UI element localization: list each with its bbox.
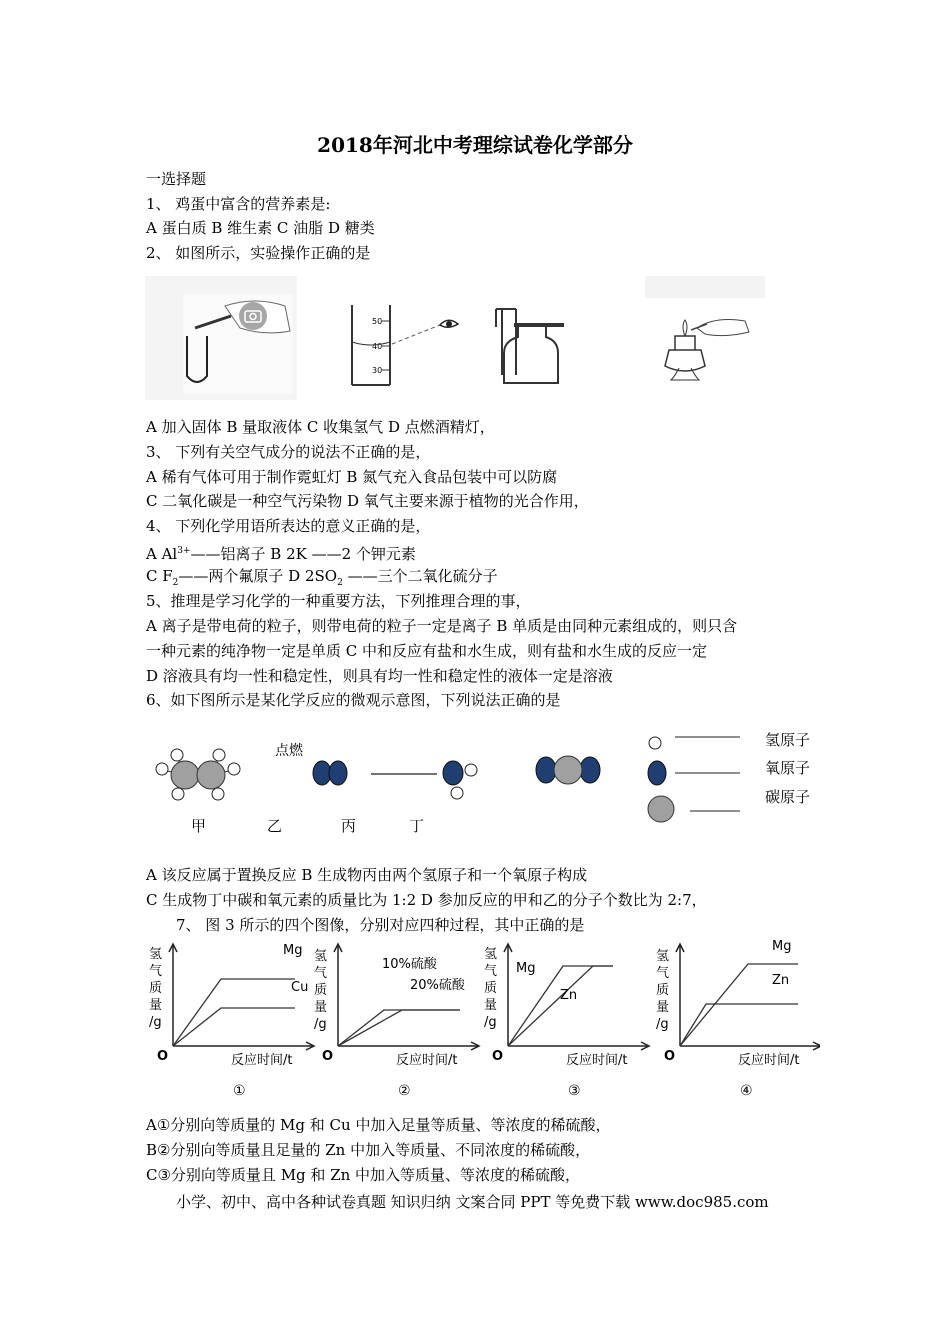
graph-3-series-1 [508,966,613,1046]
legend-carbon: 碳原子 [765,788,811,806]
graph-ylabel-char: 气 [656,966,670,981]
legend-hydrogen-swatch [649,737,661,749]
q6-line1: A 该反应属于置换反应 B 生成物丙由两个氢原子和一个氧原子构成 [146,866,588,884]
graph-ylabel-char: /g [149,1015,162,1030]
graph-1-label-2: Cu [291,980,309,995]
graph-ylabel-char: 气 [314,966,328,981]
graph-ylabel-char: 质 [149,981,163,996]
graph-2-label-2: 20%硫酸 [410,978,465,993]
tick-40: 40 [372,342,383,351]
graph-4-label-2: Zn [772,973,790,988]
graph-2-series-1 [338,1010,460,1046]
molecule-bing [443,761,477,799]
graph-4-label-1: Mg [772,940,792,954]
graph-ylabel-char: 质 [314,983,328,998]
graph-ylabel-char: 氢 [656,949,670,964]
measure-liquid-figure [340,300,480,390]
graph-number: ① [233,1083,246,1099]
q4-a-pre: A Al [146,545,178,563]
q5-stem: 5、推理是学习化学的一种重要方法，下列推理合理的事， [146,592,531,610]
graph-ylabel-char: 质 [656,983,670,998]
q5-line1: A 离子是带电荷的粒子，则带电荷的粒子一定是离子 B 单质是由同种元素组成的，则只含 [146,617,738,635]
molecule-co2 [536,756,600,784]
graph-1-series-2 [173,1008,295,1046]
light-alcohol-lamp-figure [645,276,765,386]
graph-ylabel-char: 氢 [149,947,163,962]
graph-ylabel-char: 量 [149,998,163,1013]
legend [648,731,810,822]
graph-number: ③ [568,1083,581,1099]
q7-option-a: A①分别向等质量的 Mg 和 Cu 中加入足量等质量、等浓度的稀硫酸， [146,1116,611,1134]
graph-4 [656,940,820,1099]
legend-oxygen-swatch [648,761,666,785]
q4-stem: 4、 下列化学用语所表达的意义正确的是， [146,517,431,535]
q3-line1: A 稀有气体可用于制作霓虹灯 B 氮气充入食品包装中可以防腐 [146,468,558,486]
reaction-condition: 点燃 [275,743,303,759]
q4-c-sub1: 2 [172,578,179,588]
graph-xlabel: 反应时间/t [738,1053,800,1068]
graph-ylabel-char: /g [484,1015,497,1030]
graph-ylabel-char: 质 [484,981,498,996]
graph-ylabel-char: 气 [149,964,163,979]
q4-c-mid: ——两个氟原子 D 2SO [178,567,338,585]
graph-ylabel-char: 量 [656,1000,670,1015]
molecule-yi [313,761,347,785]
q6-line2: C 生成物丁中碳和氧元素的质量比为 1:2 D 参加反应的甲和乙的分子个数比为 2:7， [146,891,707,909]
tick-50: 50 [372,317,383,326]
q7-option-c: C③分别向等质量且 Mg 和 Zn 中加入等质量、等浓度的稀硫酸， [146,1166,581,1184]
graph-origin: O [492,1049,504,1064]
q5-line2: 一种元素的纯净物一定是单质 C 中和反应有盐和水生成，则有盐和水生成的反应一定 [146,642,708,660]
q6-stem: 6、如下图所示是某化学反应的微观示意图，下列说法正确的是 [146,691,561,709]
page-title: 2018年河北中考理综试卷化学部分 [317,133,633,157]
graph-ylabel-char: 气 [484,964,498,979]
graph-3 [484,944,649,1099]
graph-3-label-1: Mg [516,961,536,976]
collect-hydrogen-figure [490,305,570,385]
graph-ylabel-char: /g [314,1017,327,1032]
label-ding: 丁 [409,817,425,835]
molecule-jia [156,749,240,800]
q4-c-pre: C F [146,567,173,585]
add-solid-figure [145,276,297,400]
graph-xlabel: 反应时间/t [231,1053,293,1068]
graph-ylabel-char: /g [656,1017,669,1032]
q4-line1 [146,541,416,564]
graph-ylabel-char: 氢 [484,947,498,962]
legend-hydrogen: 氢原子 [765,731,811,749]
q7-option-b: B②分别向等质量且足量的 Zn 中加入等质量、不同浓度的稀硫酸， [146,1141,591,1159]
q4-a-sup: 3+ [177,546,191,556]
q3-line2: C 二氧化碳是一种空气污染物 D 氧气主要来源于植物的光合作用， [146,492,589,510]
graph-xlabel: 反应时间/t [396,1053,458,1068]
page-footer: 小学、初中、高中各种试卷真题 知识归纳 文案合同 PPT 等免费下载 www.doc985.com [176,1193,769,1211]
q7-graphs [140,940,820,1102]
graph-ylabel-char: 氢 [314,949,328,964]
q5-line3: D 溶液具有均一性和稳定性，则具有均一性和稳定性的液体一定是溶液 [146,667,613,685]
q4-a-post: ——铝离子 B 2K ——2 个钾元素 [190,545,416,563]
section-heading: 一选择题 [146,170,207,188]
graph-number: ④ [740,1083,753,1099]
graph-3-label-2: Zn [560,988,578,1003]
label-bing: 丙 [341,817,357,835]
legend-oxygen: 氧原子 [765,759,811,777]
graph-3-series-2 [508,966,613,1046]
graph-2-series-2 [338,1010,460,1046]
graph-ylabel-char: 量 [484,998,498,1013]
q3-stem: 3、 下列有关空气成分的说法不正确的是， [146,443,431,461]
graph-2-label-1: 10%硫酸 [382,957,437,972]
graph-1-label-1: Mg [283,943,303,958]
graph-2 [314,944,479,1099]
q4-line2 [146,566,498,593]
graph-1-series-1 [173,979,295,1046]
q1-options: A 蛋白质 B 维生素 C 油脂 D 糖类 [146,219,375,237]
q7-stem: 7、 图 3 所示的四个图像，分别对应四种过程，其中正确的是 [176,916,585,934]
graph-origin: O [322,1049,334,1064]
graph-origin: O [157,1049,169,1064]
graph-origin: O [664,1049,676,1064]
label-jia: 甲 [191,817,207,835]
q2-stem: 2、 如图所示，实验操作正确的是 [146,244,371,262]
graph-1 [149,943,314,1099]
q1-stem: 1、 鸡蛋中富含的营养素是: [146,195,331,213]
q4-c-post: ——三个二氧化硫分子 [342,567,498,585]
label-yi: 乙 [267,817,283,835]
tick-30: 30 [372,366,383,375]
reaction-diagram [145,725,835,840]
graph-xlabel: 反应时间/t [566,1053,628,1068]
q2-options: A 加入固体 B 量取液体 C 收集氢气 D 点燃酒精灯， [146,418,495,436]
graph-ylabel-char: 量 [314,1000,328,1015]
graph-number: ② [398,1083,411,1099]
legend-carbon-swatch [648,796,674,822]
eye-icon [440,320,458,327]
q4-c-sub2: 2 [337,578,343,588]
camera-icon [239,302,267,330]
